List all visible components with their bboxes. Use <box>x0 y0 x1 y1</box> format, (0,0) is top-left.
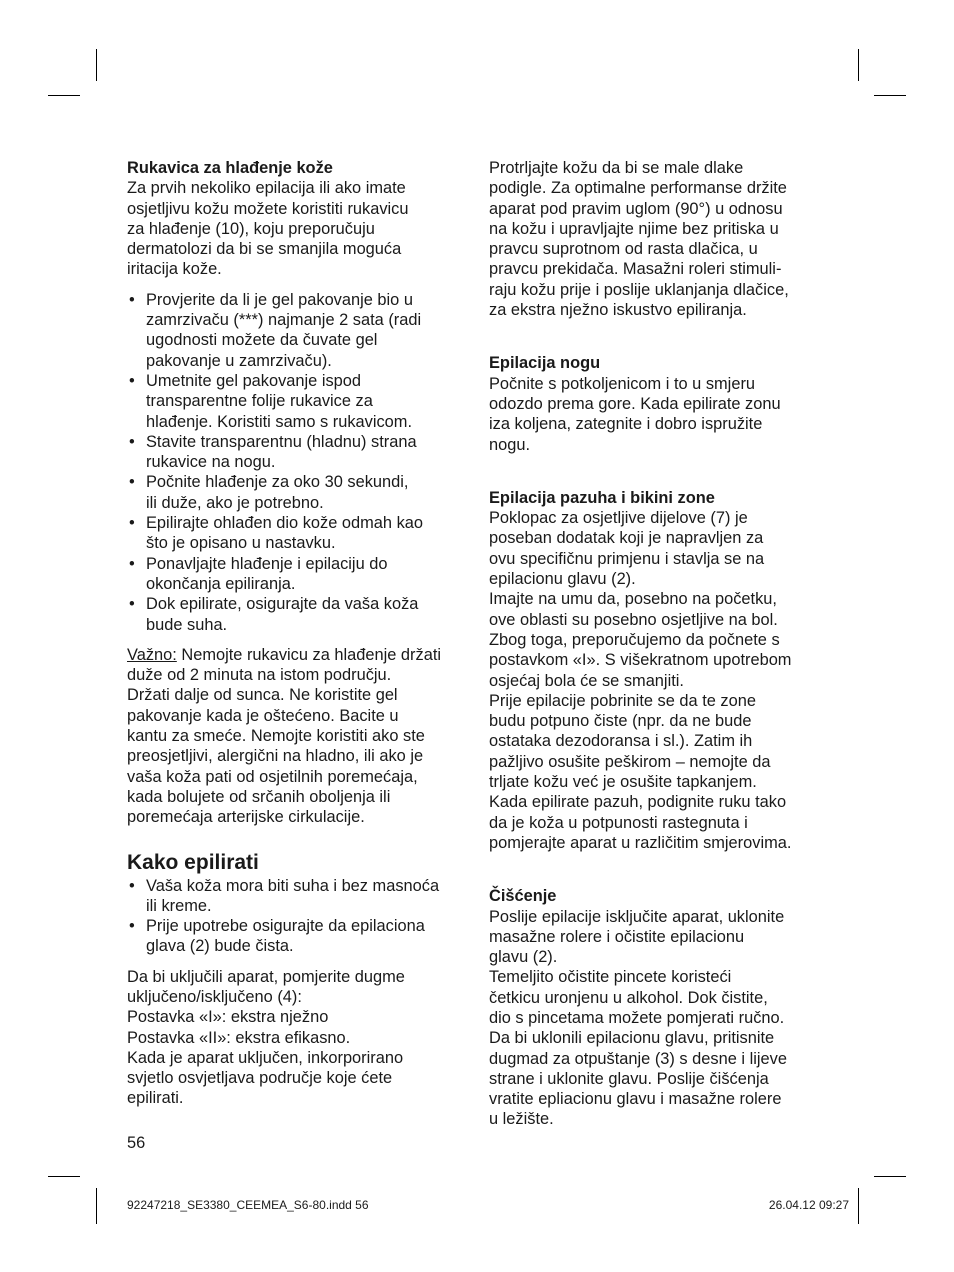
legs-text: Počnite s potkoljenicom i to u smjeru odozdo prema gore. Kada epilirate zonu iza koljena, zategnite i dobro ispružite nogu. <box>489 374 781 454</box>
armpit-text: Poklopac za osjetljive dijelove (7) je poseban dodatak koji je napravljen za ovu specifičnu primjenu i stavlja se na epilacionu glavu (2). Imajte na umu da, posebno na početku, ove oblasti su posebno osjetljive na bol. Zbog toga, preporučujemo da počnete s postavkom «I». S višekratnom upotrebom osjećaj bola će se smanjiti. Prije epilacije pobrinite se da te zone budu potpuno čiste (npr. da ne bude ostataka dezodoransa i sl.). Zatim ih pažljivo osušite peškirom – nemojte da trljate kožu već je osušite tapkanjem. Kada epilirate pazuh, podignite ruku tako da je koža u potpunosti rastegnuta i pomjerajte aparat u različitim smjerovima. <box>489 509 792 852</box>
section-heading-how-to-epilate: Kako epilirati <box>127 850 259 874</box>
crop-mark <box>96 49 97 81</box>
left-column <box>127 158 467 1109</box>
crop-mark <box>48 1176 80 1177</box>
legs-heading: Epilacija nogu <box>489 354 601 373</box>
list-item: • Provjerite da li je gel pakovanje bio u zamrzivaču (***) najmanje 2 sata (radi ugodnosti možete da čuvate gel pakovanje u zamrzivaču). <box>127 290 467 371</box>
list-item: • Prije upotrebe osigurajte da epilaciona glava (2) bude čista. <box>127 916 467 957</box>
switch-instructions: Da bi uključili aparat, pomjerite dugme uključeno/isključeno (4): Postavka «I»: ekstra nježno Postavka «II»: ekstra efikasno. Kada je aparat uključen, inkorporirano svjetlo osvjetljava područje koje ćete epilirati. <box>127 967 405 1108</box>
crop-mark <box>858 49 859 81</box>
list-item: • Ponavljajte hlađenje i epilaciju do okončanja epiliranja. <box>127 554 467 595</box>
print-slug-date: 26.04.12 09:27 <box>768 1198 849 1212</box>
list-item: • Stavite transparentnu (hladnu) strana rukavice na nogu. <box>127 432 467 473</box>
crop-mark <box>874 95 906 96</box>
right-column <box>489 158 834 1130</box>
cleaning-text: Poslije epilacije isključite aparat, uklonite masažne rolere i očistite epilacionu glavu (2). Temeljito očistite pincete koristeći četkicu uronjenu u alkohol. Dok čistite, dio s pincetama možete pomjerati ručno. Da bi uklonili epilacionu glavu, pritisnite dugmad za otpuštanje (3) s desne i lijeve strane i uklonite glavu. Poslije čišćenja vratite epliacionu glavu i masažne rolere u ležište. <box>489 907 787 1129</box>
list-item: • Umetnite gel pakovanje ispod transparentne folije rukavice za hlađenje. Koristiti samo s rukavicom. <box>127 371 467 432</box>
crop-mark <box>874 1176 906 1177</box>
page-number: 56 <box>127 1134 146 1152</box>
crop-mark <box>48 95 80 96</box>
important-label: Važno: <box>127 645 177 664</box>
armpit-heading: Epilacija pazuha i bikini zone <box>489 488 715 507</box>
important-note: Važno: Nemojte rukavicu za hlađenje držati duže od 2 minuta na istom području. Držati dalje od sunca. Ne koristite gel pakovanje kada je oštećeno. Bacite u kantu za smeće. Nemojte koristiti ako ste preosjetljivi, alergični na hladno, ili ako je vaša koža pati od osjetilnih poremećaja, kada bolujete od srčanih oboljenja ili poremećaja arterijske cirkulacije. <box>127 645 442 827</box>
rub-instructions: Protrljajte kožu da bi se male dlake podigle. Za optimalne performanse držite aparat pod pravim uglom (90°) u odnosu na kožu i upravljajte njime bez pritiska u pravcu suprotnom od rasta dlačica, u pravcu prekidača. Masažni roleri stimuli- raju kožu prije i poslije uklanjanja dlačice, za ekstra nježno iskustvo epiliranja. <box>489 159 789 320</box>
how-bullet-list <box>127 876 467 957</box>
glove-heading: Rukavica za hlađenje kože <box>127 159 333 177</box>
glove-intro: Za prvih nekoliko epilacija ili ako imate osjetljivu kožu možete koristiti rukavicu za hlađenje (10), koju preporučuju dermatolozi da bi se smanjila moguća iritacija kože. <box>127 179 409 279</box>
glove-bullet-list <box>127 290 467 635</box>
list-item: • Vaša koža mora biti suha i bez masnoća ili kreme. <box>127 876 467 917</box>
list-item: • Počnite hlađenje za oko 30 sekundi, ili duže, ako je potrebno. <box>127 472 467 513</box>
cleaning-heading: Čišćenje <box>489 887 557 906</box>
crop-mark <box>858 1188 859 1224</box>
crop-mark <box>96 1188 97 1224</box>
list-item: • Dok epilirate, osigurajte da vaša koža bude suha. <box>127 594 467 635</box>
print-slug-file: 92247218_SE3380_CEEMEA_S6-80.indd 56 <box>127 1198 369 1212</box>
list-item: • Epilirajte ohlađen dio kože odmah kao što je opisano u nastavku. <box>127 513 467 554</box>
